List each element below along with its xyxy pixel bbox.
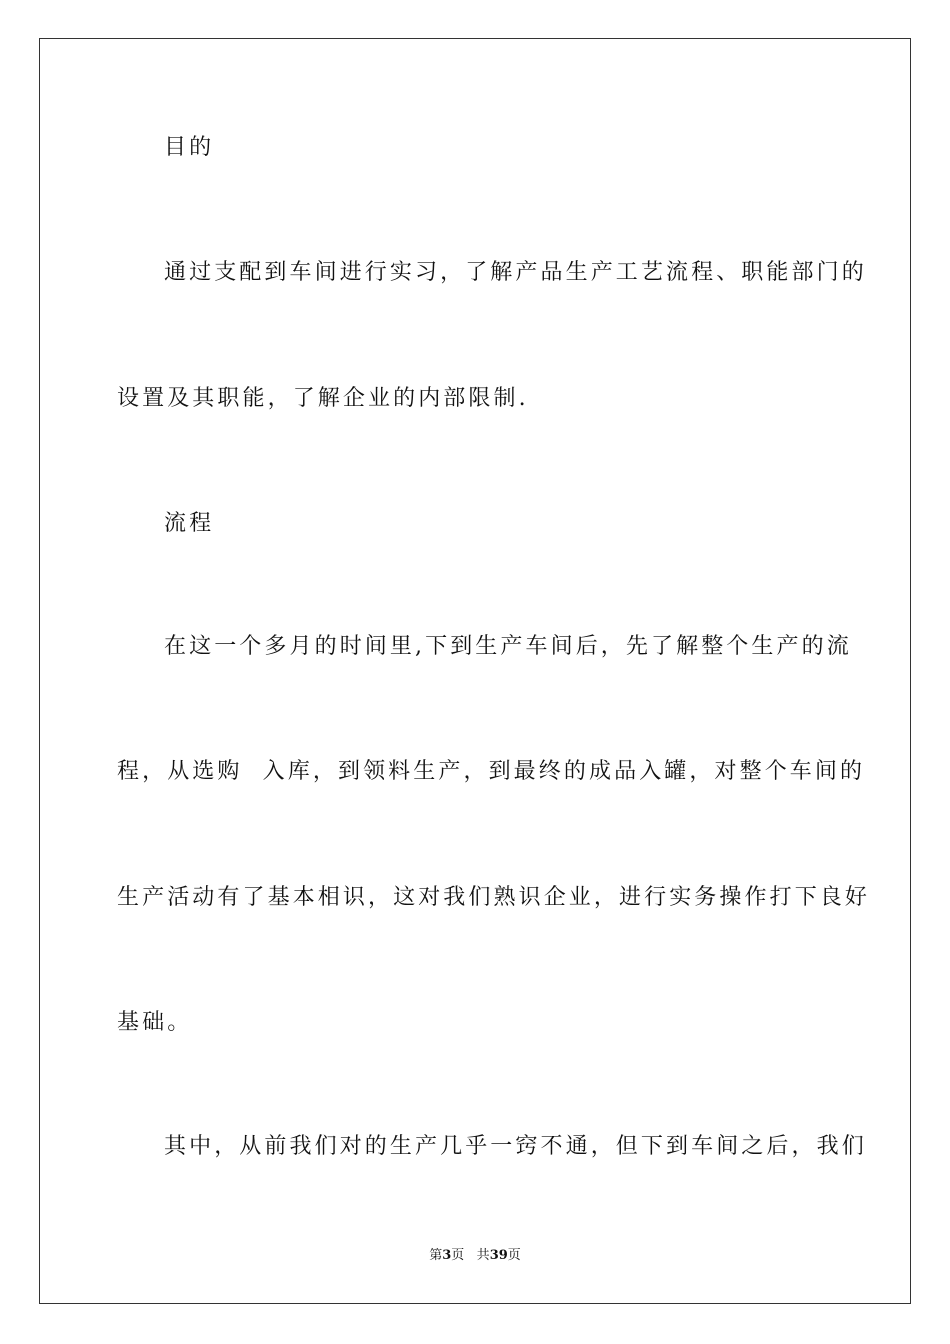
paragraph-process-line-4: 基础。	[117, 1010, 193, 1035]
heading-purpose: 目的	[164, 135, 215, 160]
paragraph-process-line-1: 在这一个多月的时间里,下到生产车间后，先了解整个生产的流	[164, 634, 852, 659]
footer-page-prefix: 第	[429, 1248, 443, 1263]
heading-process: 流程	[164, 511, 215, 536]
footer-total-pages: 39	[489, 1248, 508, 1263]
page-footer	[0, 1247, 950, 1265]
footer-page-number: 3	[442, 1248, 452, 1263]
page-border	[39, 38, 911, 1304]
footer-total-prefix: 共	[476, 1248, 490, 1263]
paragraph-purpose-line-1: 通过支配到车间进行实习，了解产品生产工艺流程、职能部门的	[164, 260, 867, 285]
paragraph-process-line-3: 生产活动有了基本相识，这对我们熟识企业，进行实务操作打下良好	[117, 885, 871, 910]
paragraph-next-line-1: 其中，从前我们对的生产几乎一窍不通，但下到车间之后，我们	[164, 1134, 867, 1159]
paragraph-purpose-line-2: 设置及其职能，了解企业的内部限制.	[117, 386, 529, 411]
paragraph-process-line-2: 程，从选购 入库，到领料生产，到最终的成品入罐，对整个车间的	[117, 759, 866, 784]
footer-page-suffix: 页	[451, 1248, 465, 1263]
footer-total-suffix: 页	[507, 1248, 521, 1263]
